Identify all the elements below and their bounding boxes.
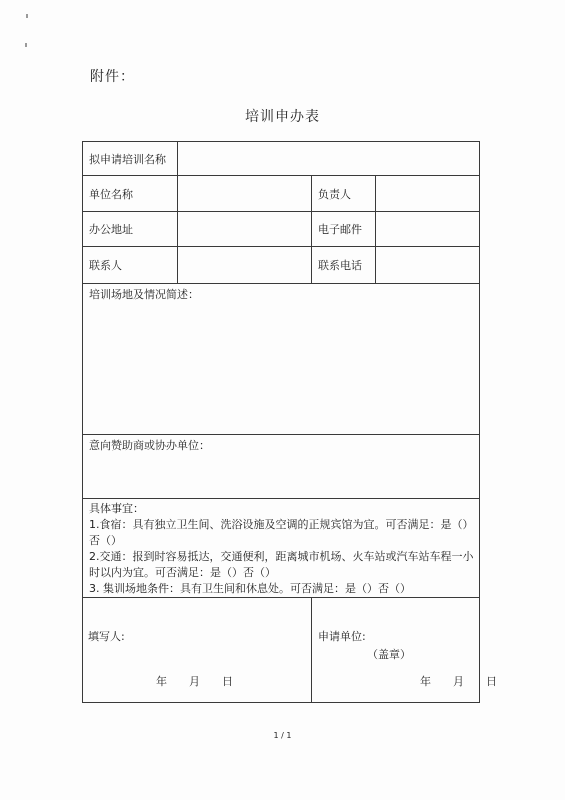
year-label: 年: [420, 675, 431, 688]
form-row-unit: [83, 176, 480, 212]
office-address-label: 办公地址: [83, 212, 178, 247]
page-indicator: 1 / 1: [273, 731, 292, 740]
applicant-unit-label: 申请单位:: [318, 630, 366, 643]
details-section: [83, 499, 480, 598]
scan-mark: [25, 43, 27, 47]
sponsor-field[interactable]: [83, 435, 480, 499]
contact-phone-label: 联系电话: [312, 247, 376, 284]
seal-label: （盖章）: [367, 648, 411, 661]
training-name-label: 拟申请培训名称: [83, 142, 178, 176]
contact-person-field[interactable]: [178, 247, 312, 284]
day-label: 日: [222, 675, 233, 688]
form-row-sponsor: [83, 435, 480, 499]
form-row-training-name: [83, 142, 480, 176]
day-label: 日: [486, 675, 497, 688]
year-label: 年: [156, 675, 167, 688]
details-item-venue-conditions: 3. 集训场地条件：具有卫生间和休息处。可否满足：是（）否（）: [89, 582, 411, 595]
month-label: 月: [453, 675, 464, 688]
unit-name-field[interactable]: [178, 176, 312, 212]
contact-phone-field[interactable]: [376, 247, 480, 284]
form-row-venue: [83, 284, 480, 435]
unit-name-label: 单位名称: [83, 176, 178, 212]
venue-description-label: 培训场地及情况简述：: [89, 288, 199, 301]
filler-date: [156, 673, 233, 689]
applicant-date: [420, 673, 497, 689]
details-heading: 具体事宜：: [89, 502, 144, 515]
training-name-field[interactable]: [178, 142, 480, 176]
email-field[interactable]: [376, 212, 480, 247]
form-row-address: [83, 212, 480, 247]
sponsor-label: 意向赞助商或协办单位：: [89, 439, 210, 452]
form-row-details: [83, 499, 480, 598]
month-label: 月: [189, 675, 200, 688]
contact-person-label: 联系人: [83, 247, 178, 284]
details-item-meals-lodging: 1.食宿：具有独立卫生间、洗浴设施及空调的正规宾馆为宜。可否满足：是（）否（）: [89, 518, 474, 547]
venue-description-field[interactable]: [83, 284, 480, 435]
email-label: 电子邮件: [312, 212, 376, 247]
form-title: 培训申办表: [245, 109, 320, 125]
application-form-table: [82, 141, 497, 703]
person-in-charge-field[interactable]: [376, 176, 480, 212]
form-row-contact: [83, 247, 480, 284]
attachment-label: 附件：: [90, 69, 135, 85]
office-address-field[interactable]: [178, 212, 312, 247]
filler-signature-cell[interactable]: [83, 598, 312, 703]
person-in-charge-label: 负责人: [312, 176, 376, 212]
form-row-signature: [83, 598, 480, 703]
details-item-transport: 2.交通：报到时容易抵达，交通便利，距离城市机场、火车站或汽车站车程一小时以内为宜。可否满足：是（）否（）: [89, 550, 474, 579]
filler-label: 填写人:: [88, 630, 125, 643]
applicant-signature-cell[interactable]: [312, 598, 497, 703]
scan-mark: [26, 14, 28, 18]
